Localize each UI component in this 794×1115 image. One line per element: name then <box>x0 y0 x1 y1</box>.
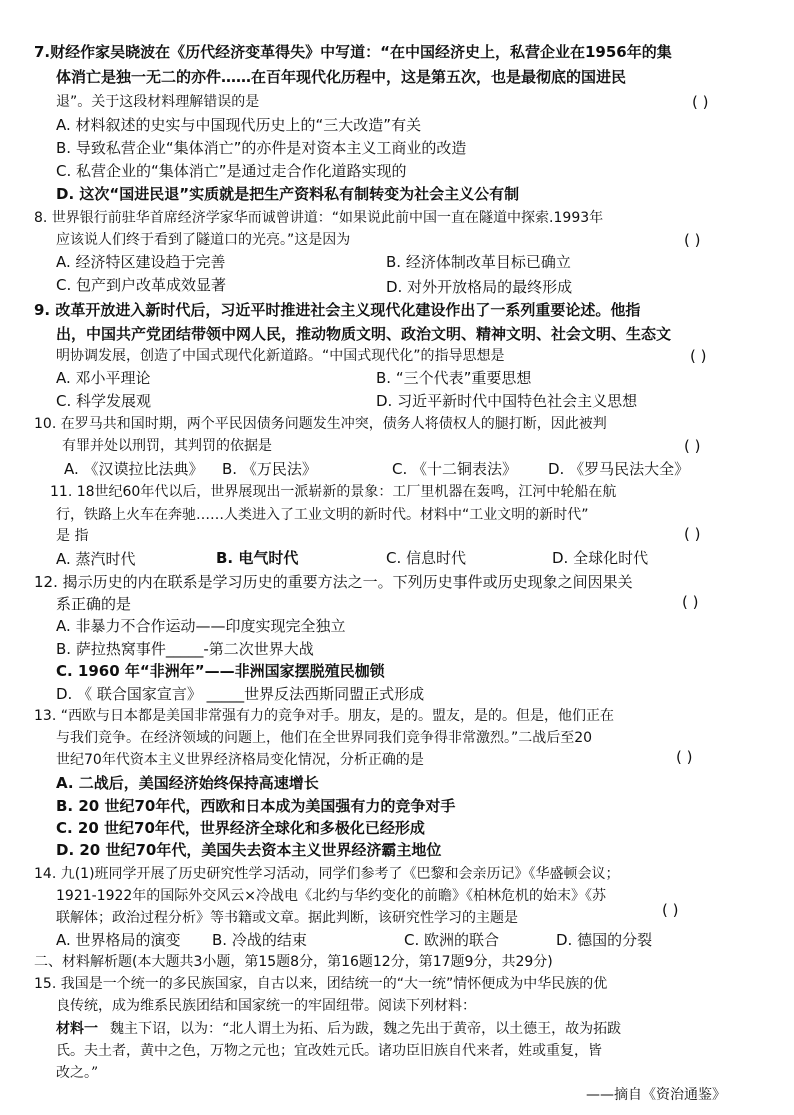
q8-line-1: 8. 世界银行前驻华首席经济学家华而诚曾讲道：“如果说此前中国一直在隧道中探索.1993年 <box>34 210 604 226</box>
q13-option-c[interactable]: C. 20 世纪70年代，世界经济全球化和多极化已经形成 <box>56 819 425 837</box>
q7-line-2: 体消亡是独一无二的亦件……在百年现代化历程中，这是第五次，也是最彻底的国进民 <box>56 68 627 86</box>
q8-option-a[interactable]: A. 经济特区建设趋于完善 <box>56 253 226 271</box>
q11-option-a[interactable]: A. 蒸汽时代 <box>56 550 136 568</box>
q9-line-1: 9. 改革开放进入新时代后，习近平时推进社会主义现代化建设作出了一系列重要论述。他指 <box>34 301 641 319</box>
q7-option-c[interactable]: C. 私营企业的“集体消亡”是通过走合作化道路实现的 <box>56 162 407 180</box>
q11-line-2: 行，铁路上火车在奔驰……人类进入了工业文明的新时代。材料中“工业文明的新时代” <box>56 507 589 523</box>
q15-line-1: 15. 我国是一个统一的多民族国家，自古以来，团结统一的“大一统”情怀便成为中华民族的优 <box>34 976 608 992</box>
q12-option-a[interactable]: A. 非暴力不合作运动——印度实现完全独立 <box>56 617 346 635</box>
q12-answer-blank[interactable]: ( ) <box>682 593 699 611</box>
q15-source: ——摘自《资治通鉴》 <box>586 1087 726 1103</box>
q13-option-b[interactable]: B. 20 世纪70年代，西欧和日本成为美国强有力的竞争对手 <box>56 797 456 815</box>
q7-option-b[interactable]: B. 导致私营企业“集体消亡”的亦件是对资本主义工商业的改造 <box>56 139 467 157</box>
q13-line-1: 13. “西欧与日本都是美国非常强有力的竞争对手。朋友，是的。盟友，是的。但是，他们正在 <box>34 708 614 724</box>
q15-material-line-1: 魏主下诏，以为：“北人谓土为拓、后为跋，魏之先出于黄帝，以土德王，故为拓跋 <box>110 1021 622 1037</box>
q15-line-2: 良传统，成为维系民族团结和国家统一的牢固纽带。阅读下列材料： <box>56 998 476 1014</box>
q8-option-d[interactable]: D. 对外开放格局的最终形成 <box>386 278 573 296</box>
q10-line-1: 10. 在罗马共和国时期，两个平民因债务问题发生冲突，债务人将债权人的腿打断，因此被判 <box>34 416 607 432</box>
q15-material-label: 材料一 <box>56 1021 98 1037</box>
q11-answer-blank[interactable]: ( ) <box>684 525 701 543</box>
q10-option-d[interactable]: D. 《罗马民法大全》 <box>548 460 690 478</box>
q9-option-d[interactable]: D. 习近平新时代中国特色社会主义思想 <box>376 392 638 410</box>
q10-option-b[interactable]: B. 《万民法》 <box>222 460 317 478</box>
q15-material-line-2: 氏。夫土者，黄中之色，万物之元也；宜改姓元氏。诸功臣旧族自代来者，姓或重复，皆 <box>56 1043 602 1059</box>
q11-option-d[interactable]: D. 全球化时代 <box>552 549 649 567</box>
q13-option-a[interactable]: A. 二战后，美国经济始终保持高速增长 <box>56 774 319 792</box>
q14-line-2: 1921-1922年的国际外交风云×冷战电《北约与华约变化的前瞻》《柏林危机的始末》《苏 <box>56 888 607 904</box>
q7-option-d[interactable]: D. 这次“国进民退”实质就是把生产资料私有制转变为社会主义公有制 <box>56 185 520 203</box>
q11-option-c[interactable]: C. 信息时代 <box>386 549 467 567</box>
q11-line-1: 11. 18世纪60年代以后，世界展现出一派崭新的景象：工厂里机器在轰鸣，江河中轮船在航 <box>50 484 617 500</box>
q13-option-d[interactable]: D. 20 世纪70年代，美国失去资本主义世界经济霸主地位 <box>56 841 442 859</box>
q10-option-c[interactable]: C. 《十二铜表法》 <box>392 460 518 478</box>
q13-line-3: 世纪70年代资本主义世界经济格局变化情况，分析正确的是 <box>56 752 424 768</box>
q8-option-c[interactable]: C. 包产到户改革成效显著 <box>56 276 227 294</box>
q9-option-b[interactable]: B. “三个代表”重要思想 <box>376 369 532 387</box>
q12-line-2: 系正确的是 <box>56 595 132 613</box>
q10-answer-blank[interactable]: ( ) <box>684 437 701 455</box>
q7-line-1: 7.财经作家吴晓波在《历代经济变革得失》中写道：“在中国经济史上，私营企业在1956年的集 <box>34 43 672 61</box>
q12-option-c[interactable]: C. 1960 年“非洲年”——非洲国家摆脱殖民枷锁 <box>56 662 385 680</box>
q8-answer-blank[interactable]: ( ) <box>684 231 701 249</box>
q14-option-b[interactable]: B. 冷战的结束 <box>212 931 307 949</box>
q8-line-2: 应该说人们终于看到了隧道口的光亮。”这是因为 <box>56 232 351 248</box>
q14-option-d[interactable]: D. 德国的分裂 <box>556 931 653 949</box>
q10-line-2: 有罪并处以刑罚，其判罚的依据是 <box>62 438 272 454</box>
q15-material-line-3: 改之。” <box>56 1065 99 1081</box>
q9-line-2: 出，中国共产党团结带领中网人民，推动物质文明、政治文明、精神文明、社会文明、生态文 <box>56 325 672 343</box>
q12-line-1: 12. 揭示历史的内在联系是学习历史的重要方法之一。下列历史事件或历史现象之间因果关 <box>34 573 633 591</box>
q12-option-d[interactable]: D. 《 联合国家宣言》 _____世界反法西斯同盟正式形成 <box>56 685 425 703</box>
q7-line-3: 退”。关于这段材料理解错误的是 <box>56 94 260 110</box>
q11-line-3: 是 指 <box>56 528 89 544</box>
q14-answer-blank[interactable]: ( ) <box>662 901 679 919</box>
q14-option-c[interactable]: C. 欧洲的联合 <box>404 931 500 949</box>
section-2-heading: 二、材料解析题(本大题共3小题，第15题8分，第16题12分，第17题9分，共29分) <box>34 954 553 970</box>
q13-answer-blank[interactable]: ( ) <box>676 748 693 766</box>
q11-option-b[interactable]: B. 电气时代 <box>216 549 299 567</box>
q8-option-b[interactable]: B. 经济体制改革目标已确立 <box>386 253 571 271</box>
q13-line-2: 与我们竞争。在经济领域的问题上，他们在全世界同我们竞争得非常激烈。”二战后至20 <box>56 730 593 746</box>
q9-answer-blank[interactable]: ( ) <box>690 347 707 365</box>
q7-option-a[interactable]: A. 材料叙述的史实与中国现代历史上的“三大改造”有关 <box>56 116 422 134</box>
q14-line-1: 14. 九(1)班同学开展了历史研究性学习活动，同学们参考了《巴黎和会亲历记》《华盛顿会议； <box>34 866 620 882</box>
q10-option-a[interactable]: A. 《汉谟拉比法典》 <box>64 460 204 478</box>
q9-option-c[interactable]: C. 科学发展观 <box>56 392 152 410</box>
q9-line-3: 明协调发展，创造了中国式现代化新道路。“中国式现代化”的指导思想是 <box>56 348 505 364</box>
q14-option-a[interactable]: A. 世界格局的演变 <box>56 931 181 949</box>
q9-option-a[interactable]: A. 邓小平理论 <box>56 369 151 387</box>
q14-line-3: 联解体；政治过程分析》等书籍或文章。据此判断，该研究性学习的主题是 <box>56 910 518 926</box>
q7-answer-blank[interactable]: ( ) <box>692 93 709 111</box>
q12-option-b[interactable]: B. 萨拉热窝事件_____-第二次世界大战 <box>56 640 314 658</box>
